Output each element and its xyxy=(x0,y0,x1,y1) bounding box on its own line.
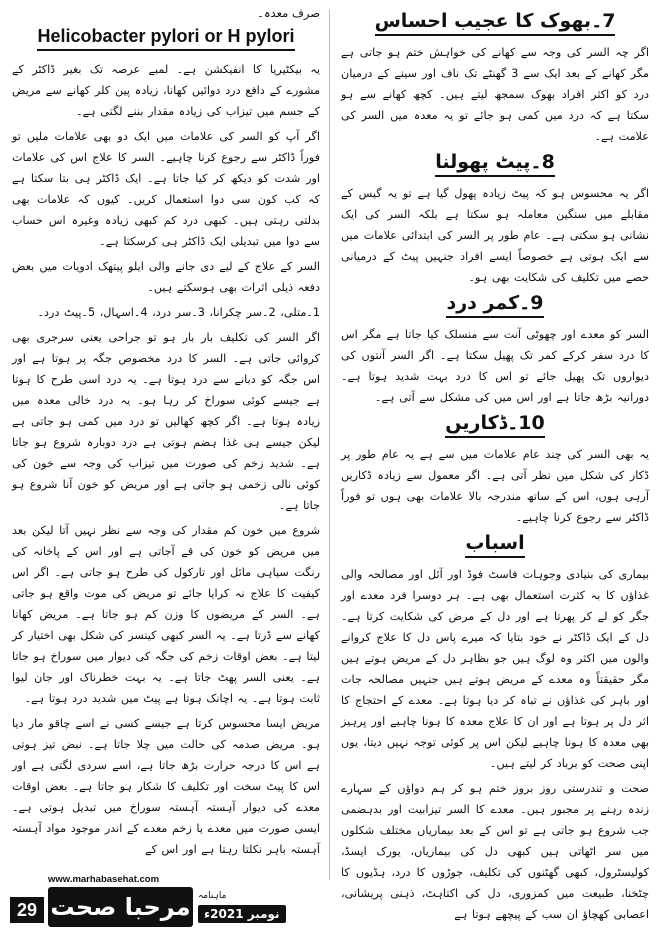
page-number: 29 xyxy=(10,897,44,923)
paragraph-side-effects: السر کے علاج کے لیے دی جانے والی ایلو پیتھک ادویات میں بعض دفعہ ذیلی اثرات بھی ہوسکتے ہیں۔ xyxy=(12,260,320,294)
heading-back-pain: 9۔کمر درد xyxy=(341,292,649,318)
paragraph-side-effects-list: 1۔متلی، 2۔سر چکرانا، 3۔سر درد، 4۔اسہال، 5۔پیٹ درد۔ xyxy=(37,306,320,319)
paragraph-perforation: مریض ایسا محسوس کرتا ہے جیسے کسی نے اسے چاقو مار دیا ہو۔ مریض صدمہ کی حالت میں چلا جاتا ہے۔ نبض تیز ہوتی ہے اس کا درجہ حرارت بڑھ جاتا ہے، اسے سردی لگتی ہے اور اس کا پیٹ سخت اور تکلیف کا شکار ہو جاتا ہے۔ بعض اوقات معدے کی دیوار آہستہ آہستہ سوراخ میں تبدیل ہوتی ہے۔ ایسی صورت میں معدے یا زخم معدے کے اندر موجود مواد آہستہ آہستہ باہر نکلتا رہتا ہے اور اس کے xyxy=(12,717,320,856)
magazine-logo: مرحبا صحت xyxy=(48,887,193,927)
paragraph-belching: یہ بھی السر کی چند عام علامات میں سے ہے یہ عام طور پر ڈکار کی شکل میں نظر آتی ہے۔ اگر معمول سے زیادہ ڈکاریں آرہی ہوں، اس کے ساتھ مندرجہ بالا علامات بھی ہوں تو فوراً ڈاکٹر سے رجوع کرنا چاہیے۔ xyxy=(341,448,649,524)
right-column xyxy=(341,6,649,929)
paragraph-bleeding: شروع میں خون کم مقدار کی وجہ سے نظر نہیں آتا لیکن بعد میں مریض کو خون کی قے آجاتی ہے اور اس کے پاخانہ کی رنگت سیاہی مائل اور تارکول کی طرح ہو جاتی ہے۔ اگر اس کیفیت کا علاج نہ کرایا جائے تو مریض کی موت واقع ہو جاتی ہے۔ السر کے مریضوں کا وزن کم ہو جاتا ہے۔ مریض کھانا کھانے سے ڈرتا ہے۔ یہ السر کبھی کینسر کی شکل بھی اختیار کر لیتا ہے۔ بعض اوقات زخم کی جگہ کی دیوار میں سوراخ ہو جاتا ہے۔ یعنی السر پھٹ جاتا ہے۔ یہ بہت خطرناک اور جان لیوا ثابت ہوتا ہے۔ یہ اچانک ہوتا ہے پیٹ میں شدید درد ہوتا ہے۔ xyxy=(12,524,320,705)
paragraph-causes: بیماری کی بنیادی وجوہات فاسٹ فوڈ اور آئل اور مصالحہ والی غذاؤں کا بہ کثرت استعمال بھی ہے۔ ہر دوسرا فرد معدے اور جگر کو لے کر پھرتا ہے اور دل کے مرض کی شکایت کرتا ہے۔ دل کے ایک ڈاکٹر نے خود بتایا کہ میرے پاس دل کا علاج کروانے والوں میں اکثر وہ لوگ ہیں جو بظاہر دل کے مریض ہوتے ہیں مگر حقیقتاً وہ معدے کے مریض ہوتے ہیں جنہیں مصالحہ جات اور باہر کی غذاؤں نے تباہ کر دیا ہوتا ہے۔ معدے کے احتجاج کا اثر دل پر ہوتا ہے اور ان کا علاج معدہ کا ہونا چاہیے اور پرہیز بھی معدہ کا ہونا چاہیے لیکن اس پر کوئی توجہ نہیں دیتا، یوں اپنی صحت کو برباد کر لیتے ہیں۔ xyxy=(341,568,649,770)
column-divider xyxy=(329,10,330,880)
heading-h-pylori: Helicobacter pylori or H pylori xyxy=(12,26,320,51)
paragraph-infection: یہ بیکٹیریا کا انفیکشن ہے۔ لمبے عرصہ تک بغیر ڈاکٹر کے مشورے کے دافع درد دوائیں کھانا، زیادہ پین کلر کھانے سے مریض کے جسم میں تیزاب کی زیادہ مقدار بننے لگتی ہے۔ xyxy=(12,63,320,118)
heading-hunger: 7۔بھوک کا عجیب احساس xyxy=(341,10,649,36)
heading-causes: اسباب xyxy=(341,532,649,558)
paragraph-bloating: اگر یہ محسوس ہو کہ پیٹ زیادہ پھول گیا ہے تو یہ گیس کے مقابلے میں سنگین معاملہ ہو سکتا ہے بلکہ السر کی ایک نشانی ہو سکتی ہے۔ عام طور پر السر کی ابتدائی علامات میں سے ایک ہوتی ہے خصوصاً ایسے افراد جنہیں پیٹ کے درمیانی حصے میں تکلیف کی شکایت بھی ہو۔ xyxy=(341,187,649,284)
issue-date: نومبر 2021ء xyxy=(198,905,286,923)
paragraph-back-pain: السر کو معدے اور چھوٹی آنت سے منسلک کیا جاتا ہے مگر اس کا درد سفر کرکے کمر تک پھیل سکتا ہے۔ اگر السر آنتوں کی دیواروں تک پھیل جائے تو اس کا درد بہت شدید ہوتا ہے۔ دورانیہ بڑھ جاتا ہے اور اس میں کی مشکل سے آتی ہے۔ xyxy=(341,328,649,404)
left-column xyxy=(12,6,320,864)
paragraph-consult-doctor: اگر آپ کو السر کی علامات میں ایک دو بھی علامات ملیں تو فوراً ڈاکٹر سے رجوع کرنا چاہیے۔ السر کا علاج اس کی علامات اور شدت کو دیکھ کر کیا جاتا ہے۔ ایک ڈاکٹر ہی بتا سکتا ہے کہ کب کون سی دوا استعمال کریں۔ کیوں کہ علامات بھی بدلتی رہتی ہیں۔ کبھی درد کم کبھی زیادہ وغیرہ اس حساب سے دوا میں تبدیلی ایک ڈاکٹر ہی کرسکتا ہے۔ xyxy=(12,130,320,248)
paragraph-surgery: اگر السر کی تکلیف بار بار ہو تو جراحی یعنی سرجری بھی کروائی جاتی ہے۔ السر کا درد مخصوص جگہ پر ہوتا ہے اور اس جگہ کو دبانے سے درد ہوتا ہے۔ یہ درد اسی طرح کا ہوتا ہے جیسے کوئی سوراخ کر رہا ہو۔ یہ درد خالی معدہ میں زیادہ ہوتا ہے۔ اگر کچھ کھالیں تو درد میں کمی ہو جاتی ہے لیکن جیسے ہی غذا ہضم ہوتی ہے درد دوبارہ شروع ہو جاتا ہے۔ شدید زخم کی صورت میں تیزاب کی وجہ سے خون کی کوئی نالی زخمی ہو جاتی ہے اور مریض کو خون آنا شروع ہو جاتا ہے۔ xyxy=(12,331,320,512)
page-footer xyxy=(8,871,328,929)
website-url: www.marhabasehat.com xyxy=(48,874,160,885)
heading-belching: 10۔ڈکاریں xyxy=(341,412,649,438)
continued-text: صرف معدہ۔ xyxy=(257,6,320,20)
heading-bloating: 8۔پیٹ پھولنا xyxy=(341,151,649,177)
paragraph-health: صحت و تندرستی روز بروز ختم ہو کر ہم دواؤں کے سہارے زندہ رہنے پر مجبور ہیں۔ معدے کا السر تیزابیت اور بدہضمی جب شروع ہو جاتی ہے تو اس کے بعد بیماریاں مختلف شکلوں میں سر اٹھاتی ہیں کبھی دل کی بیماریاں، یورک ایسڈ، کولیسٹرول، کبھی گھٹنوں کی تکلیف، جوڑوں کا درد، ہڈیوں کا چٹخنا، طبیعت میں کمزوری، دل کی اکتاہٹ، ذہنی پریشانی، اعصابی کھچاؤ ان سب کے پیچھے ہوتا ہے xyxy=(341,782,649,921)
magazine-type-label: ماہنامہ xyxy=(198,891,227,901)
paragraph-hunger: اگر چہ السر کی وجہ سے کھانے کی خواہش ختم ہو جاتی ہے مگر کھانے کے بعد ایک سے 3 گھنٹے تک ناف اور سینے کے درمیان درد کو اکثر افراد بھوک سمجھ لیتے ہیں۔ کچھ کھانے سے ہو سکتا ہے کہ درد میں کمی ہو جائے تو یہ معدہ میں السر کی علامت ہے۔ xyxy=(341,46,649,143)
